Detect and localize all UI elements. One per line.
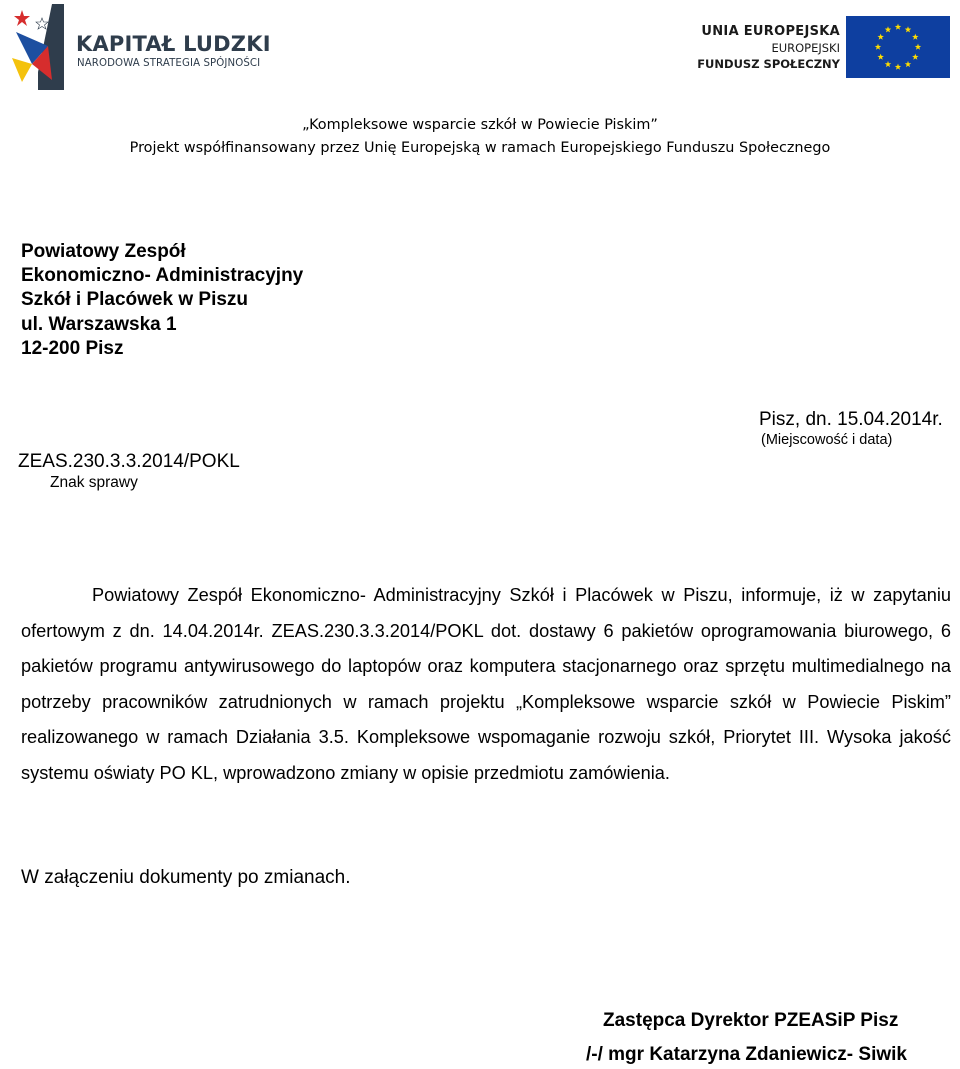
kapital-ludzki-subtitle: NARODOWA STRATEGIA SPÓJNOŚCI xyxy=(77,58,261,69)
case-reference-caption: Znak sprawy xyxy=(50,474,138,491)
eu-logo-line-1: UNIA EUROPEJSKA xyxy=(701,24,840,39)
attachment-note: W załączeniu dokumenty po zmianach. xyxy=(21,867,351,888)
eu-flag-icon xyxy=(846,16,950,78)
project-subtitle: Projekt współfinansowany przez Unię Europejską w ramach Europejskiego Funduszu Społecznego xyxy=(129,140,831,156)
letter-body-paragraph: Powiatowy Zespół Ekonomiczno- Administracyjny Szkół i Placówek w Piszu, informuje, iż w zapytaniu ofertowym z dn. 14.04.2014r. ZEAS.230.3.3.2014/POKL dot. dostawy 6 pakietów oprogramowania biurowego, 6 pakietów programu antywirusowego do laptopów oraz komputera stacjonarnego oraz sprzętu multimedialnego na potrzeby pracowników zatrudnionych w ramach projektu „Kompleksowe wsparcie szkół w Powiecie Piskim” realizowanego w ramach Działania 3.5. Kompleksowe wspomaganie rozwoju szkół, Priorytet III. Wysoka jakość systemu oświaty PO KL, wprowadzono zmiany w opisie przedmiotu zamówienia. xyxy=(21,585,951,783)
sender-address xyxy=(21,240,303,361)
kapital-ludzki-logo xyxy=(8,2,271,92)
case-reference-number: ZEAS.230.3.3.2014/POKL xyxy=(18,451,240,472)
sender-address-line: 12-200 Pisz xyxy=(21,337,124,359)
kapital-ludzki-emblem-icon xyxy=(8,2,68,92)
eu-logo-text xyxy=(697,24,840,72)
place-date: Pisz, dn. 15.04.2014r. xyxy=(759,409,943,430)
kapital-ludzki-title: KAPITAŁ LUDZKI xyxy=(76,32,271,56)
sender-address-line: Ekonomiczno- Administracyjny xyxy=(21,265,304,287)
eu-logo-line-3: FUNDUSZ SPOŁECZNY xyxy=(697,57,840,71)
eu-logo-line-2: EUROPEJSKI xyxy=(771,41,840,55)
sender-address-line: Szkół i Placówek w Piszu xyxy=(21,289,249,311)
signatory-role: Zastępca Dyrektor PZEASiP Pisz xyxy=(603,1010,899,1031)
signatory-name: /-/ mgr Katarzyna Zdaniewicz- Siwik xyxy=(586,1044,907,1065)
eu-social-fund-logo xyxy=(690,16,954,82)
place-date-caption: (Miejscowość i data) xyxy=(761,432,893,448)
sender-address-line: ul. Warszawska 1 xyxy=(21,313,177,335)
project-title: „Kompleksowe wsparcie szkół w Powiecie Piskim” xyxy=(302,117,658,133)
sender-address-line: Powiatowy Zespół xyxy=(21,241,186,262)
